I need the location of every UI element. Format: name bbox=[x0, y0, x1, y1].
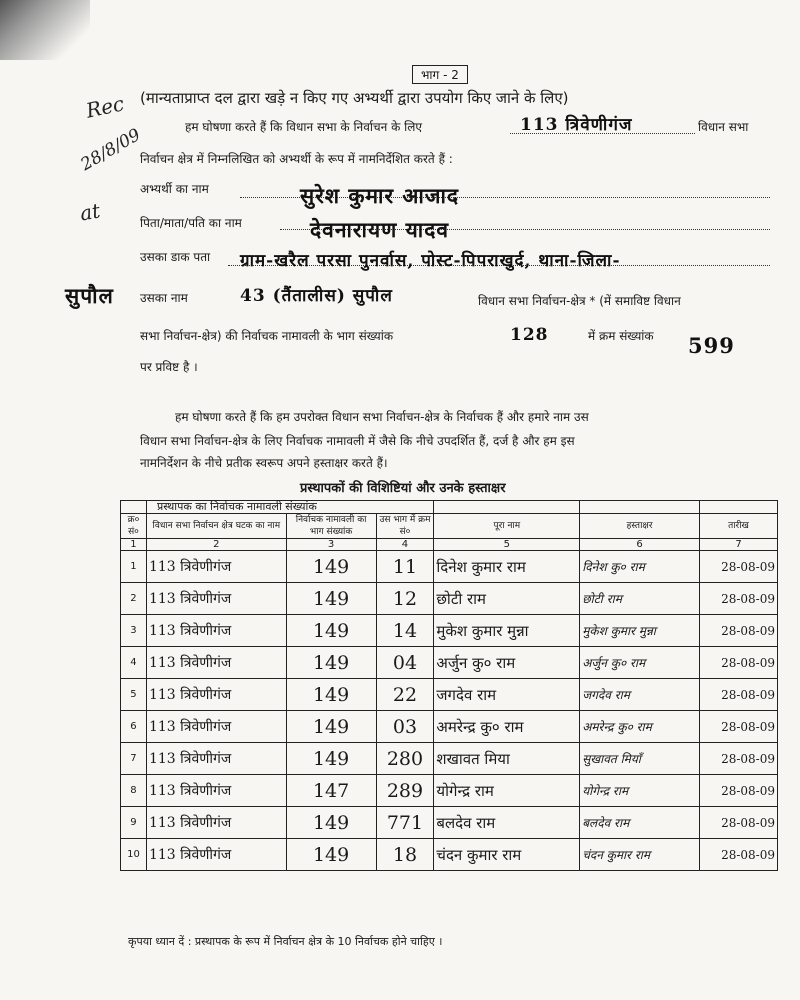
parent-name-value: देवनारायण यादव bbox=[310, 217, 450, 242]
row-sn: 1 bbox=[121, 551, 147, 583]
row-sn: 7 bbox=[121, 743, 147, 775]
table-title: प्रस्थापकों की विशिष्टियां और उनके हस्ताक्षर bbox=[300, 481, 506, 496]
row-constituency: 113 त्रिवेणीगंज bbox=[146, 551, 286, 583]
table-row bbox=[121, 743, 778, 775]
row-part-number: 149 bbox=[286, 583, 376, 615]
row-sn: 2 bbox=[121, 583, 147, 615]
proposers-table bbox=[120, 500, 778, 871]
row-date: 28-08-09 bbox=[700, 679, 778, 711]
row-serial-number: 289 bbox=[376, 775, 434, 807]
header-sn: क्र० सं० bbox=[121, 514, 147, 539]
row-date: 28-08-09 bbox=[700, 615, 778, 647]
margin-note-at: at bbox=[78, 198, 102, 226]
row-part-number: 149 bbox=[286, 551, 376, 583]
candidate-name-value: सुरेश कुमार आजाद bbox=[300, 183, 460, 208]
row-signature: अमरेन्द्र कु० राम bbox=[580, 711, 700, 743]
row-part-number: 149 bbox=[286, 807, 376, 839]
roll-serial-value: 599 bbox=[688, 333, 735, 358]
row-full-name: छोटी राम bbox=[434, 583, 580, 615]
row-serial-number: 771 bbox=[376, 807, 434, 839]
address-value: ग्राम-खरैल परसा पुनर्वास, पोस्ट-पिपराखुर्द, थाना-जिला- bbox=[240, 251, 621, 271]
col-number: 6 bbox=[580, 539, 700, 551]
col-number: 1 bbox=[121, 539, 147, 551]
row-constituency: 113 त्रिवेणीगंज bbox=[146, 839, 286, 871]
row-signature: जगदेव राम bbox=[580, 679, 700, 711]
row-date: 28-08-09 bbox=[700, 775, 778, 807]
row-sn: 4 bbox=[121, 647, 147, 679]
row-sn: 8 bbox=[121, 775, 147, 807]
header-signature: हस्ताक्षर bbox=[580, 514, 700, 539]
declaration2-line1: हम घोषणा करते हैं कि हम उपरोक्त विधान सभा निर्वाचन-क्षेत्र के निर्वाचक हैं और हमारे नाम उस bbox=[175, 410, 589, 424]
row-part-number: 149 bbox=[286, 711, 376, 743]
table-row bbox=[121, 551, 778, 583]
table-row bbox=[121, 647, 778, 679]
roll-prefix: सभा निर्वाचन-क्षेत्र) की निर्वाचक नामावली के भाग संख्यांक bbox=[140, 329, 394, 343]
roll-suffix: पर प्रविष्ट है । bbox=[140, 360, 198, 374]
row-constituency: 113 त्रिवेणीगंज bbox=[146, 743, 286, 775]
parent-name-label: पिता/माता/पति का नाम bbox=[140, 216, 242, 230]
declaration-line1-prefix: हम घोषणा करते हैं कि विधान सभा के निर्वाचन के लिए bbox=[185, 120, 422, 134]
row-full-name: मुकेश कुमार मुन्ना bbox=[434, 615, 580, 647]
row-sn: 6 bbox=[121, 711, 147, 743]
row-full-name: शखावत मिया bbox=[434, 743, 580, 775]
table-row bbox=[121, 711, 778, 743]
row-serial-number: 04 bbox=[376, 647, 434, 679]
table-row bbox=[121, 807, 778, 839]
constituency-dotted-line bbox=[510, 133, 695, 134]
his-name-label: उसका नाम bbox=[140, 291, 188, 305]
row-signature: छोटी राम bbox=[580, 583, 700, 615]
row-date: 28-08-09 bbox=[700, 743, 778, 775]
row-part-number: 149 bbox=[286, 679, 376, 711]
margin-note-date: 28/8/09 bbox=[77, 124, 145, 176]
header-serial-number: उस भाग में क्रम सं० bbox=[376, 514, 434, 539]
row-constituency: 113 त्रिवेणीगंज bbox=[146, 647, 286, 679]
scan-shadow bbox=[0, 0, 90, 60]
group-header: प्रस्थापक का निर्वाचक नामावली संख्यांक bbox=[146, 501, 433, 514]
address-label: उसका डाक पता bbox=[140, 250, 211, 264]
row-full-name: जगदेव राम bbox=[434, 679, 580, 711]
row-serial-number: 22 bbox=[376, 679, 434, 711]
part-label: भाग - 2 bbox=[412, 65, 468, 84]
table-row bbox=[121, 615, 778, 647]
row-serial-number: 18 bbox=[376, 839, 434, 871]
row-part-number: 149 bbox=[286, 839, 376, 871]
his-name-suffix: विधान सभा निर्वाचन-क्षेत्र * (में समाविष्ट विधान bbox=[478, 294, 681, 308]
col-number: 3 bbox=[286, 539, 376, 551]
row-part-number: 149 bbox=[286, 743, 376, 775]
declaration-line2: निर्वाचन क्षेत्र में निम्नलिखित को अभ्यर्थी के रूप में नामनिर्देशित करते हैं : bbox=[140, 152, 453, 166]
margin-note-rec: Rec bbox=[83, 91, 127, 123]
row-part-number: 147 bbox=[286, 775, 376, 807]
subtitle: (मान्यताप्राप्त दल द्वारा खड़े न किए गए अभ्यर्थी द्वारा उपयोग किए जाने के लिए) bbox=[140, 89, 569, 107]
row-constituency: 113 त्रिवेणीगंज bbox=[146, 679, 286, 711]
row-constituency: 113 त्रिवेणीगंज bbox=[146, 775, 286, 807]
table-row bbox=[121, 839, 778, 871]
row-part-number: 149 bbox=[286, 647, 376, 679]
candidate-name-label: अभ्यर्थी का नाम bbox=[140, 182, 209, 196]
row-date: 28-08-09 bbox=[700, 583, 778, 615]
header-part-number: निर्वाचक नामावली का भाग संख्यांक bbox=[286, 514, 376, 539]
row-constituency: 113 त्रिवेणीगंज bbox=[146, 711, 286, 743]
table-row bbox=[121, 583, 778, 615]
row-full-name: बलदेव राम bbox=[434, 807, 580, 839]
row-date: 28-08-09 bbox=[700, 711, 778, 743]
declaration2-line3: नामनिर्देशन के नीचे प्रतीक स्वरूप अपने हस्ताक्षर करते हैं। bbox=[140, 456, 388, 470]
header-full-name: पूरा नाम bbox=[434, 514, 580, 539]
declaration-line1-suffix: विधान सभा bbox=[698, 120, 749, 134]
row-constituency: 113 त्रिवेणीगंज bbox=[146, 583, 286, 615]
col-number: 2 bbox=[146, 539, 286, 551]
declaration2-line2: विधान सभा निर्वाचन-क्षेत्र के लिए निर्वाचक नामावली में जैसे कि नीचे उपदर्शित हैं, दर्ज है और हम इस bbox=[140, 434, 575, 448]
row-serial-number: 11 bbox=[376, 551, 434, 583]
table-row bbox=[121, 775, 778, 807]
footer-note: कृपया ध्यान दें : प्रस्थापक के रूप में निर्वाचन क्षेत्र के 10 निर्वाचक होने चाहिए । bbox=[128, 935, 443, 948]
row-signature: सुखावत मियाँ bbox=[580, 743, 700, 775]
row-constituency: 113 त्रिवेणीगंज bbox=[146, 807, 286, 839]
table-row bbox=[121, 679, 778, 711]
row-signature: मुकेश कुमार मुन्ना bbox=[580, 615, 700, 647]
row-date: 28-08-09 bbox=[700, 839, 778, 871]
row-sn: 3 bbox=[121, 615, 147, 647]
row-sn: 9 bbox=[121, 807, 147, 839]
header-date: तारीख bbox=[700, 514, 778, 539]
row-full-name: चंदन कुमार राम bbox=[434, 839, 580, 871]
row-signature: योगेन्द्र राम bbox=[580, 775, 700, 807]
row-sn: 5 bbox=[121, 679, 147, 711]
row-full-name: दिनेश कुमार राम bbox=[434, 551, 580, 583]
row-serial-number: 14 bbox=[376, 615, 434, 647]
row-date: 28-08-09 bbox=[700, 807, 778, 839]
col-number: 4 bbox=[376, 539, 434, 551]
address-continuation: सुपौल bbox=[65, 283, 114, 308]
row-full-name: अमरेन्द्र कु० राम bbox=[434, 711, 580, 743]
row-signature: दिनेश कु० राम bbox=[580, 551, 700, 583]
header-constituency: विधान सभा निर्वाचन क्षेत्र घटक का नाम bbox=[146, 514, 286, 539]
row-sn: 10 bbox=[121, 839, 147, 871]
row-signature: बलदेव राम bbox=[580, 807, 700, 839]
row-serial-number: 280 bbox=[376, 743, 434, 775]
row-part-number: 149 bbox=[286, 615, 376, 647]
row-constituency: 113 त्रिवेणीगंज bbox=[146, 615, 286, 647]
row-serial-number: 12 bbox=[376, 583, 434, 615]
row-full-name: अर्जुन कु० राम bbox=[434, 647, 580, 679]
row-serial-number: 03 bbox=[376, 711, 434, 743]
roll-part-value: 128 bbox=[510, 325, 549, 345]
his-name-value: 43 (तैंतालीस) सुपौल bbox=[240, 286, 393, 306]
row-signature: अर्जुन कु० राम bbox=[580, 647, 700, 679]
roll-mid: में क्रम संख्यांक bbox=[588, 329, 654, 343]
constituency-value: 113 त्रिवेणीगंज bbox=[520, 115, 633, 135]
row-date: 28-08-09 bbox=[700, 647, 778, 679]
col-number: 5 bbox=[434, 539, 580, 551]
row-date: 28-08-09 bbox=[700, 551, 778, 583]
col-number: 7 bbox=[700, 539, 778, 551]
row-full-name: योगेन्द्र राम bbox=[434, 775, 580, 807]
row-signature: चंदन कुमार राम bbox=[580, 839, 700, 871]
